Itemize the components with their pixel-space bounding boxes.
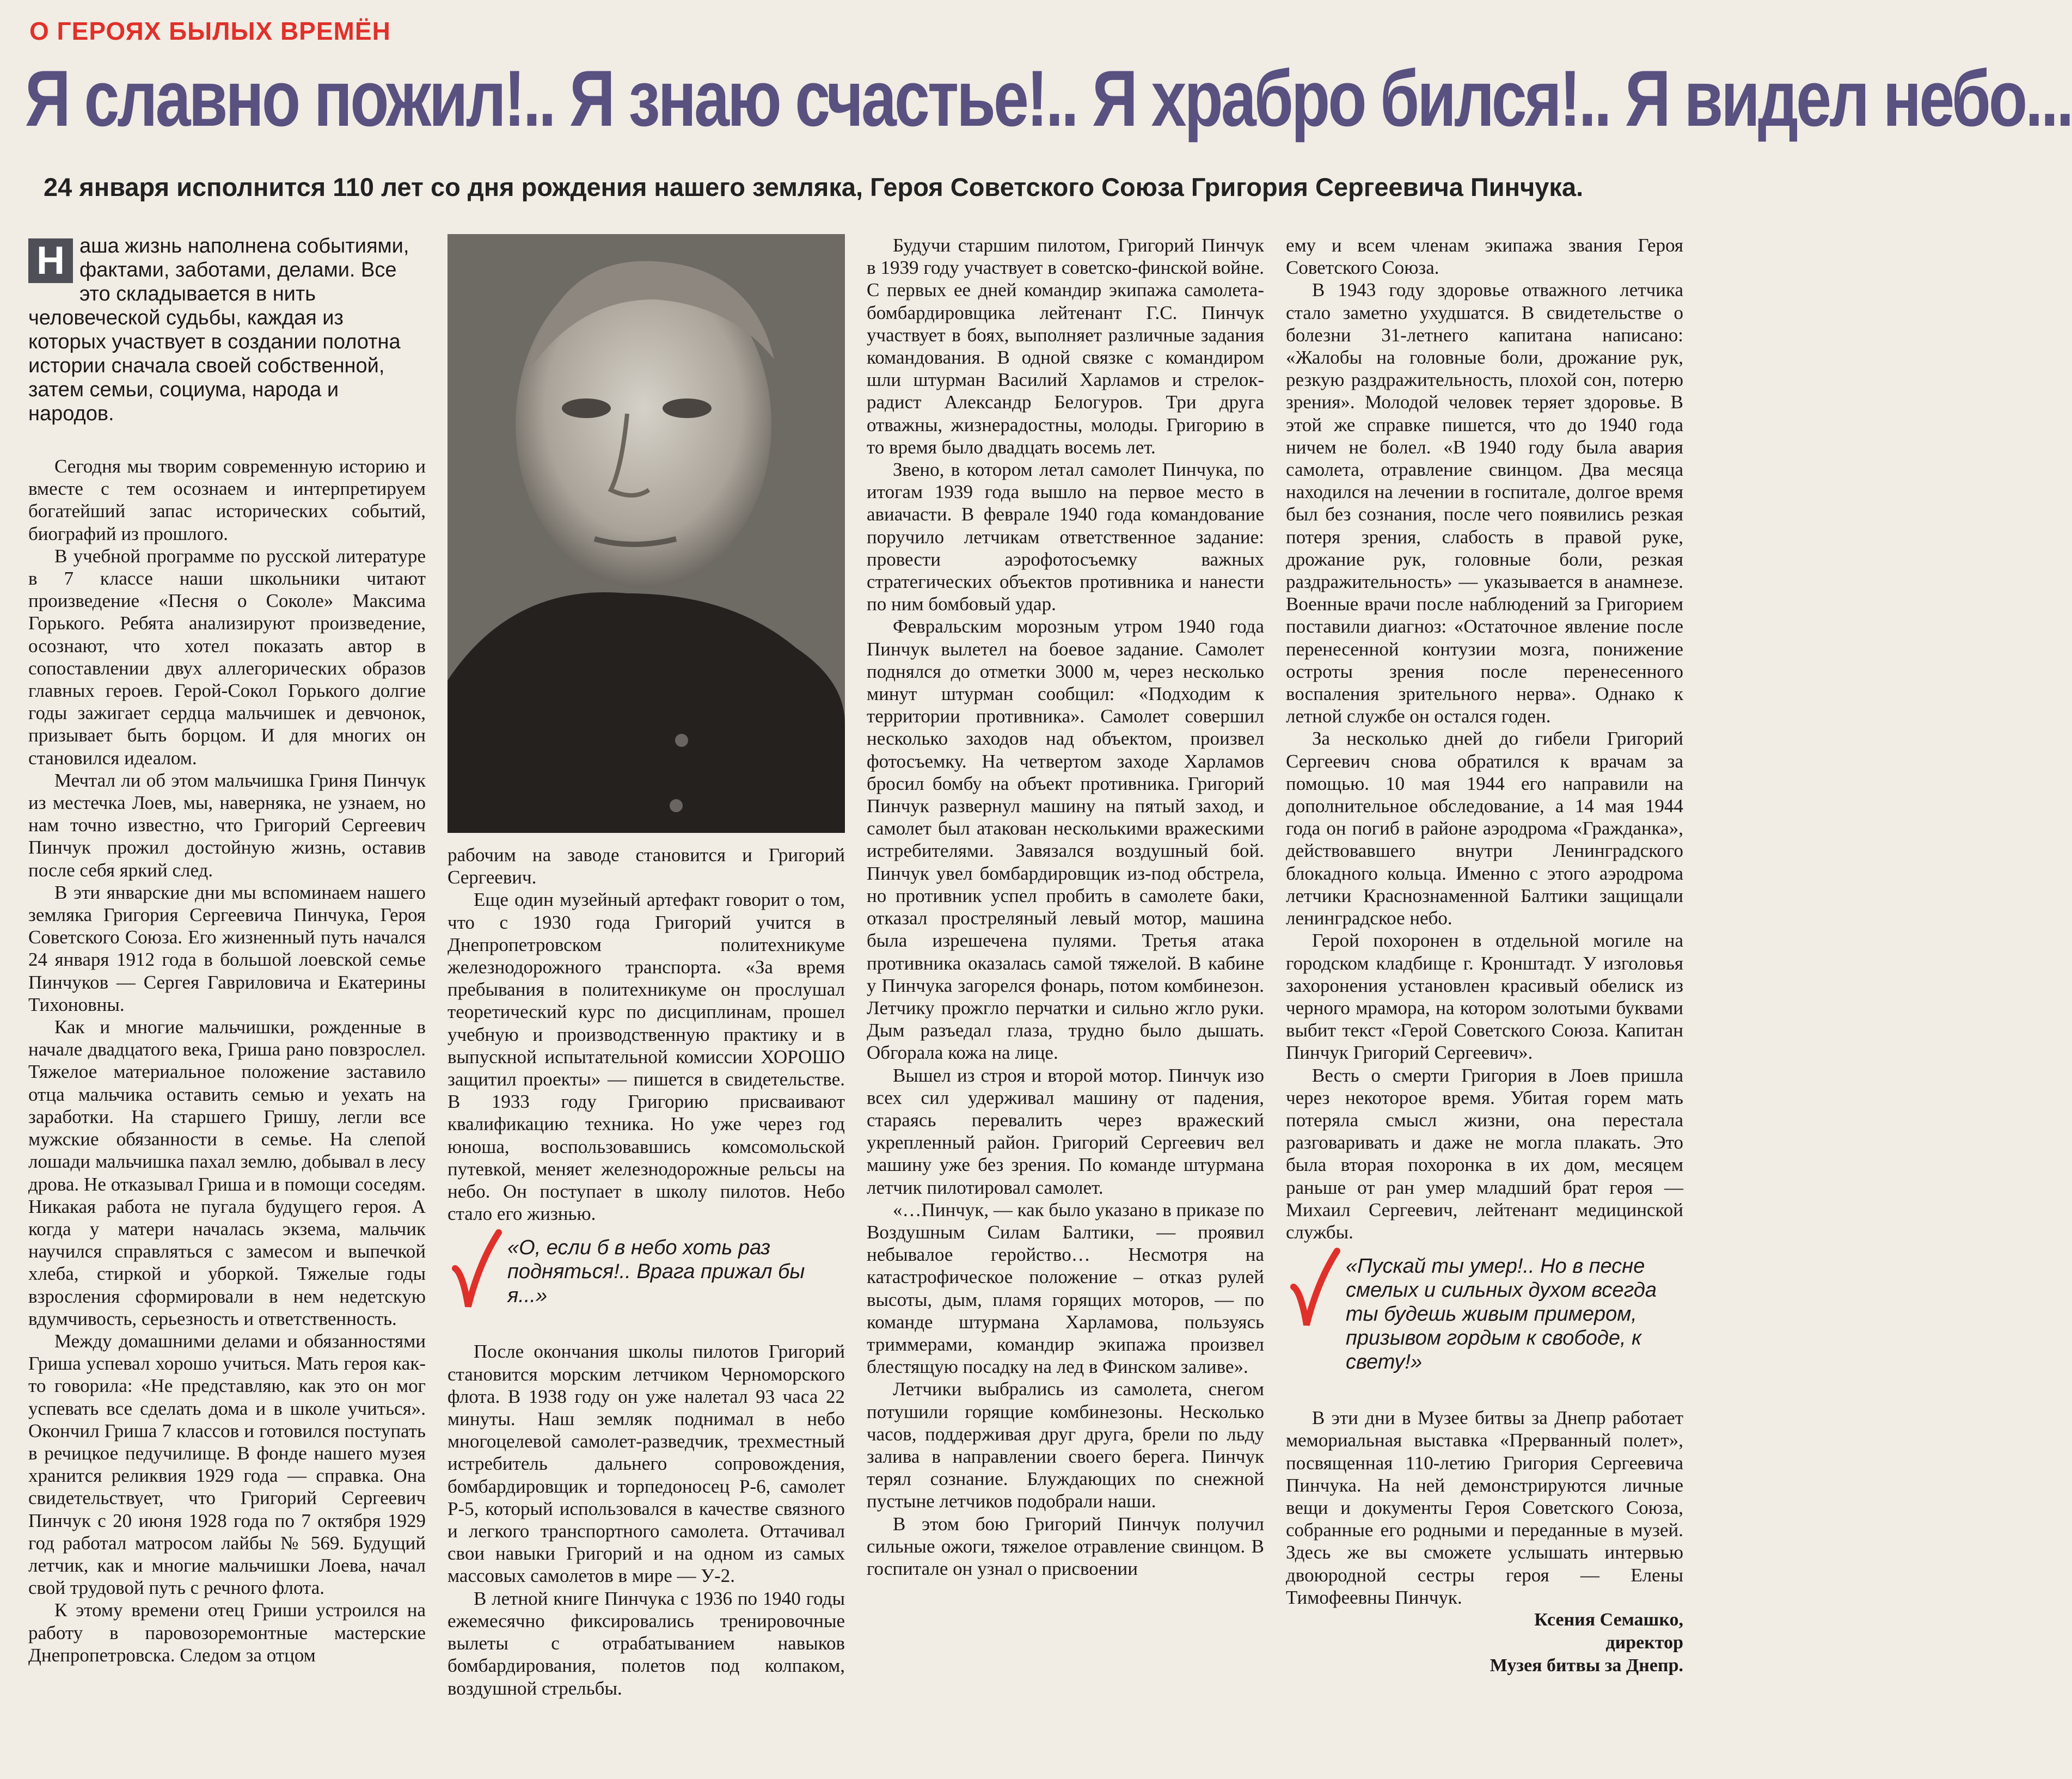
paragraph: «…Пинчук, — как было указано в приказе по Воздушным Силам Балтики, — проявил небывалое геройство… Несмотря на катастрофическое положение – отказ рулей высоты, дым, пламя горящих моторов, — по команде штурмана Харламова, пользуясь триммерами, командир экипажа произвел блестящую посадку на лед в Финском заливе».: [867, 1199, 1264, 1378]
paragraph: Еще один музейный артефакт говорит о том, что с 1930 года Григорий учится в Днепропетровском политехникуме железнодорожного транспорта. «За время пребывания в политехникуме он прослушал теоретический курс по дисциплинам, прошел учебную и производственную практику и в выпускной испытательной комиссии ХОРОШО защитил проекты» — пишется в свидетельстве. В 1933 году Григорию присваивают квалификацию техника. Но уже через год юноша, воспользовавшись комсомольской путевкой, меняет железнодорожные рельсы на небо. Он поступает в школу пилотов. Небо стало его жизнью.: [447, 889, 845, 1225]
rubric: О ГЕРОЯХ БЫЛЫХ ВРЕМЁН: [29, 17, 391, 45]
quote-text: «О, если б в небо хоть раз подняться!.. Врага прижал бы я...»: [507, 1236, 805, 1308]
paragraph: За несколько дней до гибели Григорий Сергеевич снова обратился к врачам за помощью. 10 мая 1944 его направили на дополнительное обследование, а 14 мая 1944 года он погиб в районе аэродрома «Гражданка», действовавшего внутри Ленинградского блокадного кольца. Именно с этого аэродрома летчики Краснознаменной Балтики защищали ленинградское небо.: [1286, 728, 1683, 929]
lead-paragraph: [28, 234, 426, 426]
quote-text: «Пускай ты умер!.. Но в песне смелых и сильных духом всегда ты будешь живым примером, призывом гордым к свободе, к свету!»: [1346, 1255, 1657, 1374]
paragraph: Как и многие мальчишки, рожденные в начале двадцатого века, Гриша рано повзрослел. Тяжелое материальное положение заставило отца мальчика оставить семью и уехать на заработки. На старшего Гришу, легли все мужские обязанности в семье. На слепой лошади мальчишка пахал землю, добывал в лесу дрова. Не отказывал Гриша и в помощи соседям. Никакая работа не пугала будущего героя. А когда у матери началась экзема, мальчик научился справляться с замесом и выпечкой хлеба, стиркой и уборкой. Тяжелые годы взросления сформировали в нем недетскую вдумчивость, серьезность и ответственность.: [28, 1016, 426, 1329]
paragraph: Вышел из строя и второй мотор. Пинчук изо всех сил удерживал машину от падения, стараясь перевалить через вражеский укрепленный район. Григорий Сергеевич вел машину уже без зрения. По команде штурмана летчик пилотировал самолет.: [867, 1064, 1264, 1198]
paragraph: Будучи старшим пилотом, Григорий Пинчук в 1939 году участвует в советско-финской войне. С первых ее дней командир экипажа самолета-бомбардировщика лейтенант Г.С. Пинчук участвует в боях, выполняет различные задания командования. В одной связке с командиром шли штурман Василий Харламов и стрелок-радист Александр Белогуров. Три друга отважны, жизнерадостны, молоды. Григорию в то время было двадцать восемь лет.: [867, 235, 1264, 458]
drop-cap: Н: [28, 238, 73, 283]
paragraph: В эти дни в Музее битвы за Днепр работает мемориальная выставка «Прерванный полет», посвященная 110-летию Григория Сергеевича Пинчука. На ней демонстрируются личные вещи и документы Героя Советского Союза, собранные его родными и переданные в музей. Здесь же вы сможете услышать интервью двоюродной сестры героя — Елены Тимофеевны Пинчук.: [1286, 1407, 1683, 1608]
pull-quote-2: [1286, 1254, 1683, 1374]
pull-quote-1: [447, 1236, 845, 1308]
paragraph: Между домашними делами и обязанностями Гриша успевал хорошо учиться. Мать героя как-то говорила: «Не представляю, как это он мог успевать все сделать дома и в школе учиться». Окончил Гриша 7 классов и готовился поступать в речицкое педучилище. В фонде нашего музея хранится реликвия 1929 года — справка. Она свидетельствует, что Григорий Сергеевич Пинчук с 20 июня 1928 года по 7 октября 1929 год работал матросом лайбы № 569. Будущий летчик, как и многие мальчишки Лоева, начал свой трудовой путь с речного флота.: [28, 1330, 426, 1599]
paragraph: Звено, в котором летал самолет Пинчука, по итогам 1939 года вышло на первое место в авиачасти. В феврале 1940 года командование поручило летчикам ответственное задание: провести аэрофотосъемку важных стратегических объектов противника и нанести по ним бомбовый удар.: [867, 459, 1264, 615]
author-name: Ксения Семашко,: [1534, 1609, 1683, 1630]
column-4: [1286, 234, 1683, 1753]
paragraph: Мечтал ли об этом мальчишка Гриня Пинчук из местечка Лоев, мы, наверняка, не узнаем, но нам точно известно, что Григорий Сергеевич Пинчук прожил достойную жизнь, оставив после себя яркий след.: [28, 769, 426, 881]
signature: [1286, 1609, 1683, 1677]
column-1: [28, 234, 426, 1753]
paragraph: Герой похоронен в отдельной могиле на городском кладбище г. Кронштадт. У изголовья захоронения установлен красивый обелиск из черного мрамора, на котором золотыми буквами выбит текст «Герой Советского Союза. Капитан Пинчук Григорий Сергеевич».: [1286, 930, 1683, 1064]
paragraph: В этом бою Григорий Пинчук получил сильные ожоги, тяжелое отравление свинцом. В госпитале он узнал о присвоении: [867, 1513, 1264, 1579]
paragraph: После окончания школы пилотов Григорий становится морским летчиком Черноморского флота. В 1938 году он уже налетал 93 часа 22 минуты. Наш земляк поднимал в небо многоцелевой самолет-разведчик, трехместный истребитель дальнего сопровождения, бомбардировщик и торпедоносец Р-6, самолет Р-5, который использовался в качестве связного и легкого транспортного самолета. Оттачивал свои навыки Григорий и на одном из самых массовых самолетов в мире — У-2.: [447, 1341, 845, 1587]
portrait-photo: [447, 234, 845, 833]
column-3: [867, 234, 1264, 1753]
paragraph: В эти январские дни мы вспоминаем нашего земляка Григория Сергеевича Пинчука, Героя Советского Союза. Его жизненный путь начался 24 января 1912 года в большой лоевской семье Пинчуков — Сергея Гавриловича и Екатерины Тихоновны.: [28, 881, 426, 1015]
author-role: директор: [1605, 1632, 1683, 1653]
headline: Я славно пожил!.. Я знаю счастье!.. Я храбро бился!.. Я видел небо...: [25, 54, 2072, 143]
paragraph: Летчики выбрались из самолета, снегом потушили горящие комбинезоны. Несколько часов, поддерживая друг друга, брели по льду залива в направлении своего берега. Пинчук терял сознание. Блуждающих по снежной пустыне летчиков подобрали наши.: [867, 1378, 1264, 1512]
paragraph: В учебной программе по русской литературе в 7 классе наши школьники читают произведение «Песня о Соколе» Максима Горького. Ребята анализируют произведение, осознают, что хотел показать автор в сопоставлении двух аллегорических образов главных героев. Герой-Сокол Горького долгие годы зажигает сердца мальчишек и девчонок, призывает быть борцом. И для многих он становился идеалом.: [28, 545, 426, 769]
paragraph: Весть о смерти Григория в Лоев пришла через некоторое время. Убитая горем мать потеряла смысл жизни, она перестала разговаривать и даже не могла плакать. Это была вторая похоронка в их дом, месяцем раньше от ран умер младший брат героя — Михаил Сергеевич, лейтенант медицинской службы.: [1286, 1064, 1683, 1243]
lead-text: аша жизнь наполнена событиями, фактами, заботами, делами. Все это складывается в нить человеческой судьбы, каждая из которых участвует в создании полотна истории сначала своей собственной, затем семьи, социума, народа и народов.: [28, 235, 409, 425]
paragraph: Сегодня мы творим современную историю и вместе с тем осознаем и интерпретируем богатейший запас исторических событий, биографий из прошлого.: [28, 456, 426, 544]
column-2: [447, 234, 845, 1753]
checkmark-icon: [1290, 1249, 1339, 1330]
author-org: Музея битвы за Днепр.: [1489, 1655, 1683, 1676]
paragraph: Февральским морозным утром 1940 года Пинчук вылетел на боевое задание. Самолет поднялся до отметки 3000 м, через несколько минут штурман сообщил: «Подходим к территории противника». Самолет совершил несколько заходов над объектом, произвел фотосъемку. На четвертом заходе Харламов бросил бомбу на объект противника. Григорий Пинчук развернул машину на пятый заход, и самолет был атакован несколькими вражескими истребителями. Завязался воздушный бой. Пинчук увел бомбардировщик из-под обстрела, но противник успел пробить в самолете баки, отказал простреляный левый мотор, машина была изрешечена пулями. Третья атака противника оказалась самой тяжелой. В кабине у Пинчука загорелся фонарь, потом комбинезон. Летчику прожгло перчатки и сильно жгло руки. Дым разъедал глаза, трудно было дышать. Обгорала кожа на лице.: [867, 616, 1264, 1064]
subtitle: 24 января исполнится 110 лет со дня рождения нашего земляка, Героя Советского Союза Григория Сергеевича Пинчука.: [44, 173, 1584, 201]
paragraph: К этому времени отец Гриши устроился на работу в паровозоремонтные мастерские Днепропетровска. Следом за отцом: [28, 1599, 426, 1666]
paragraph: В 1943 году здоровье отважного летчика стало заметно ухудшатся. В свидетельстве о болезни 31-летнего капитана написано: «Жалобы на головные боли, дрожание рук, резкую раздражительность, плохой сон, потерю зрения». Молодой человек теряет здоровье. В этой же справке пишется, что до 1940 года ничем не болел. «В 1940 году была авария самолета, отравление свинцом. Два месяца находился на лечении в госпитале, долгое время был без сознания, после чего появились резкая потеря зрения, слабость в правой руке, дрожание рук, головные боли, резкая раздражительность» — указывается в анамнезе. Военные врачи после наблюдений за Григорием поставили диагноз: «Остаточное явление после перенесенной контузии мозга, понижение остроты зрения после перенесенного воспаления зрительного нерва». Однако к летной службе он остался годен.: [1286, 279, 1683, 727]
checkmark-icon: [452, 1230, 501, 1312]
paragraph: рабочим на заводе становится и Григорий Сергеевич.: [447, 844, 845, 888]
paragraph: ему и всем членам экипажа звания Героя Советского Союза.: [1286, 235, 1683, 279]
paragraph: В летной книге Пинчука с 1936 по 1940 годы ежемесячно фиксировались тренировочные вылеты с отрабатыванием навыков бомбардирования, полетов под колпаком, воздушной стрельбы.: [447, 1587, 845, 1699]
